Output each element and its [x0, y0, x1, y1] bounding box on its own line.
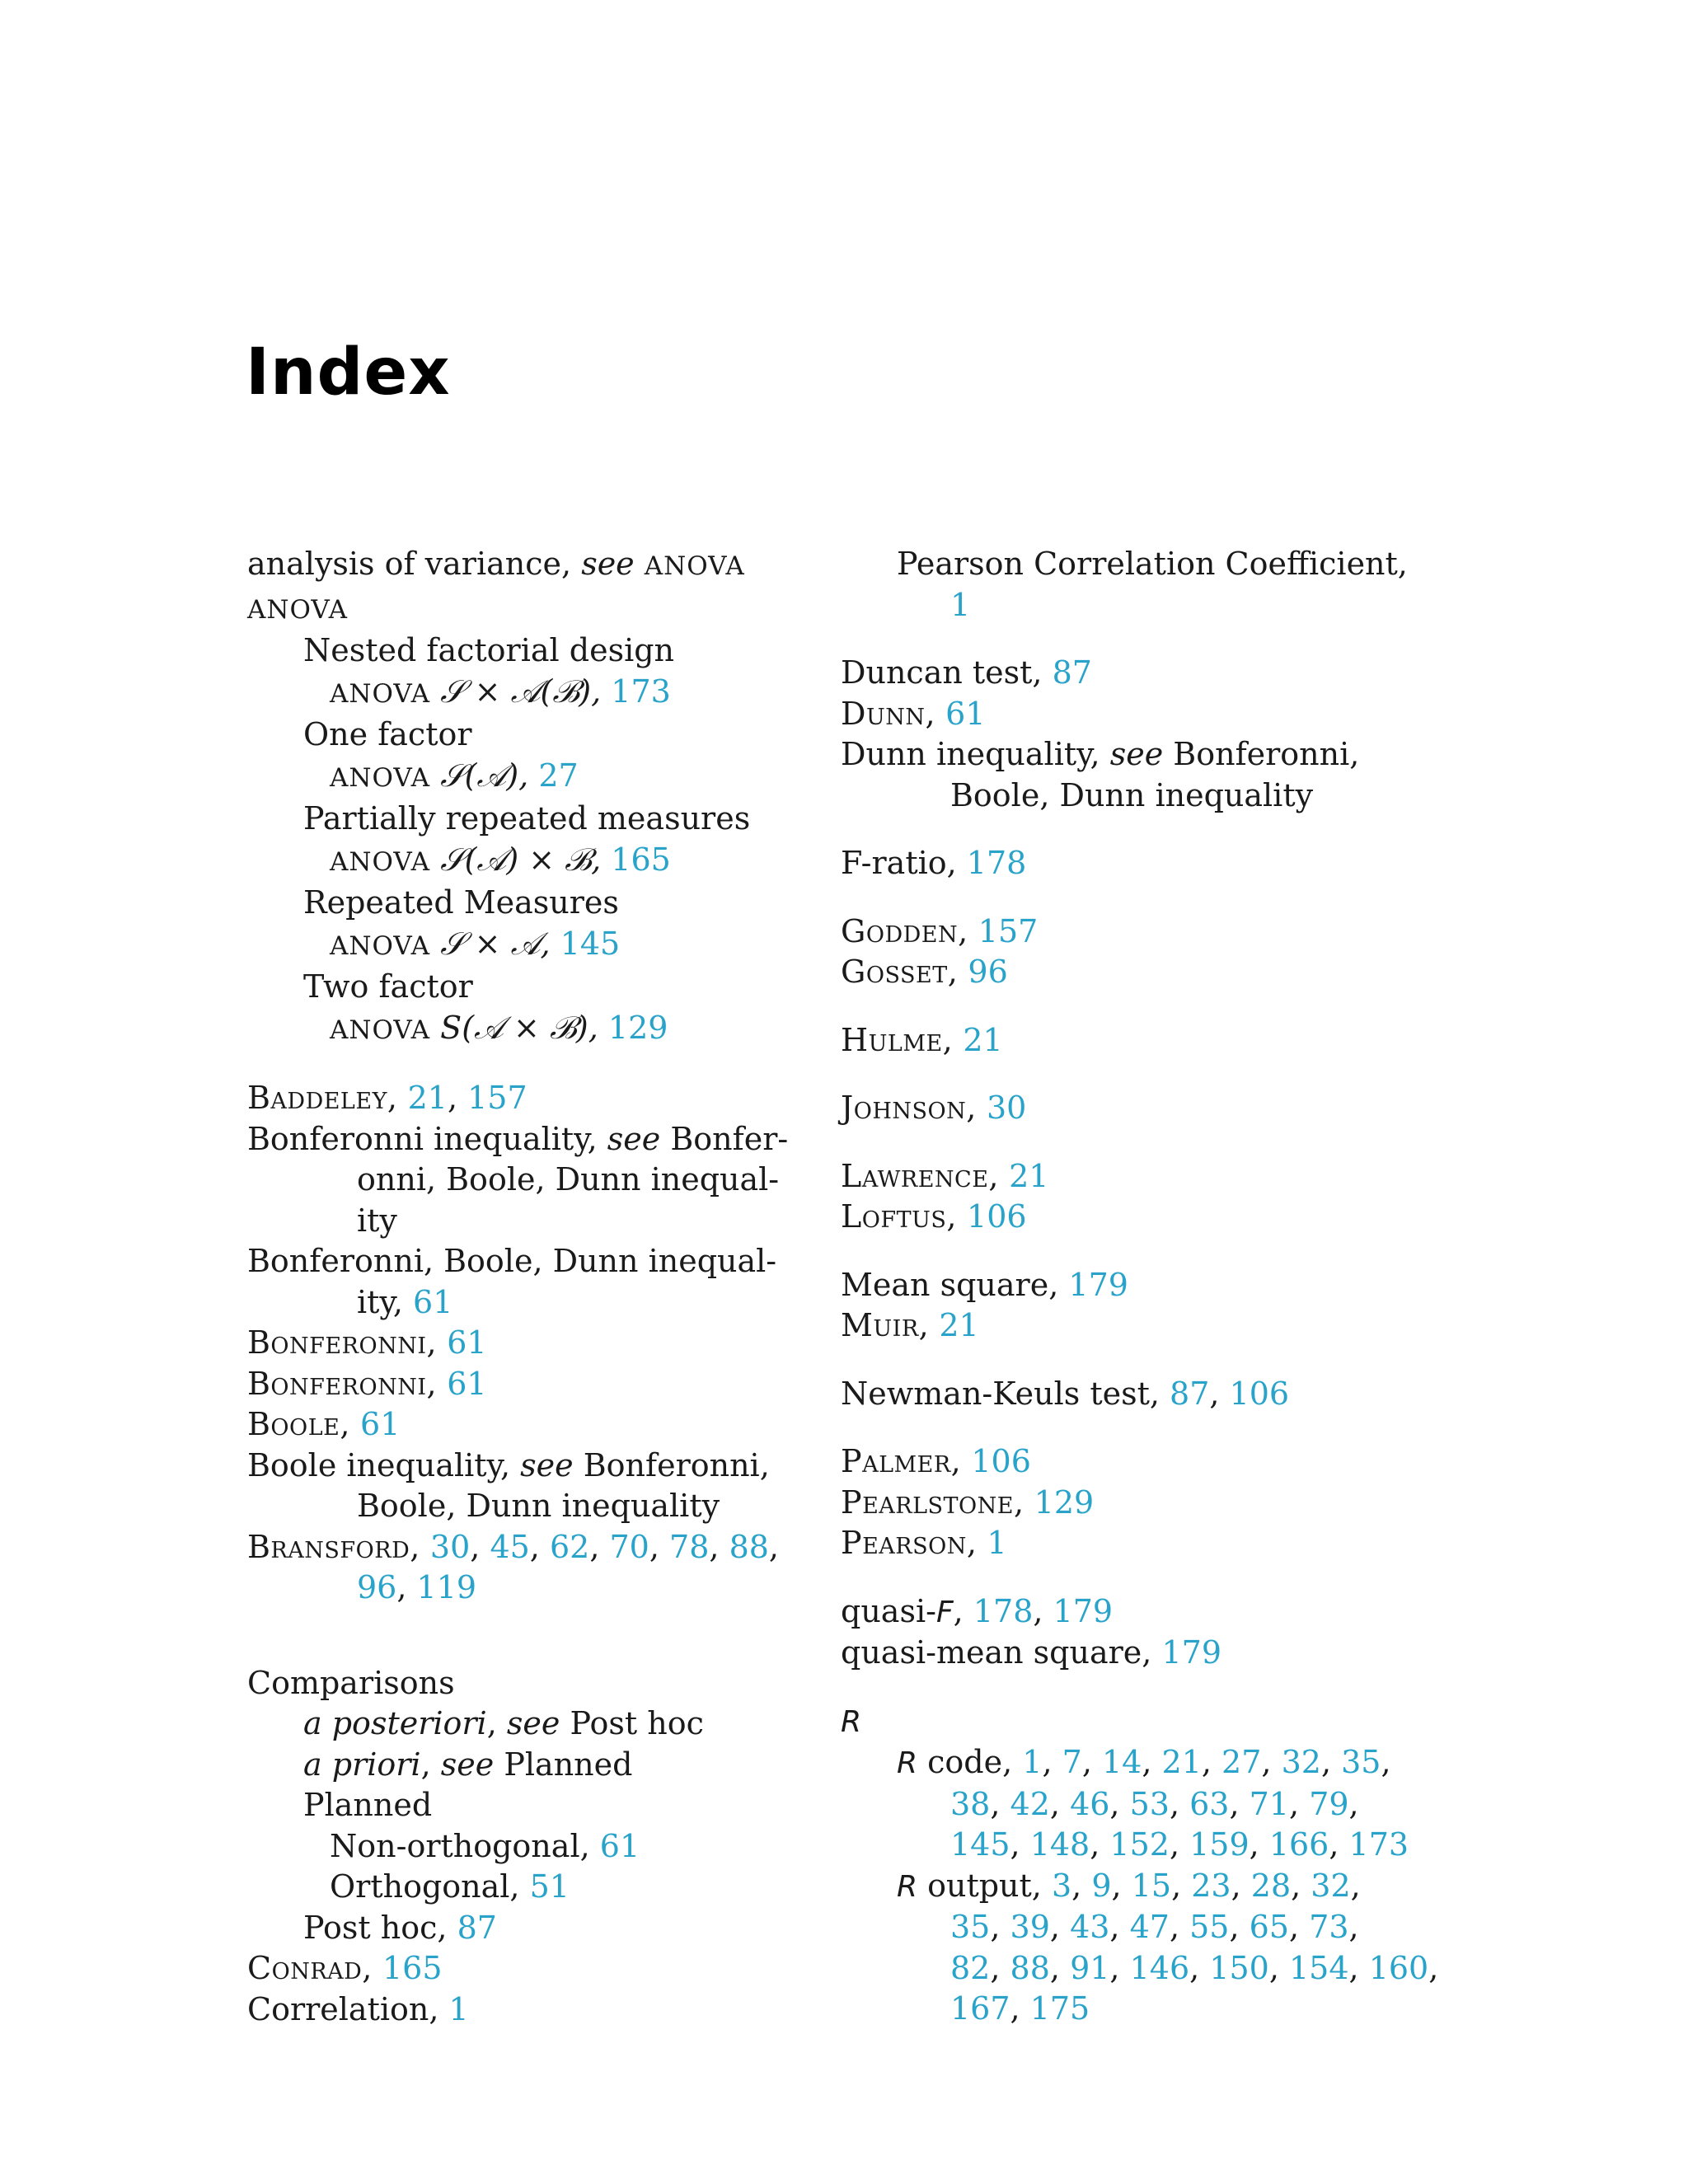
- page-link[interactable]: 14: [1101, 1744, 1142, 1780]
- page-link[interactable]: 38: [950, 1785, 991, 1822]
- page-link[interactable]: 78: [669, 1528, 710, 1565]
- page-link[interactable]: 150: [1209, 1949, 1269, 1986]
- entry-term: Correlation,: [247, 1990, 439, 2027]
- entry-r: [841, 1701, 1401, 1743]
- entry-quasi-mean-square: [841, 1633, 1401, 1674]
- entry-term: Bransford,: [247, 1528, 420, 1565]
- see-label: see: [520, 1446, 574, 1483]
- page-link[interactable]: 32: [1311, 1867, 1351, 1904]
- entry-term: Pearlstone,: [841, 1483, 1025, 1521]
- entry-pearson: [841, 1523, 1401, 1564]
- page-link[interactable]: 166: [1268, 1826, 1329, 1863]
- see-label: see: [1109, 736, 1164, 772]
- group-spacer: [247, 1636, 775, 1663]
- entry-term: Bonferonni,: [247, 1365, 438, 1402]
- formula: 𝑆(𝒜 × ℬ),: [440, 1009, 598, 1046]
- entry-term: ity,: [357, 1283, 403, 1320]
- subentry-two-factor-formula: [247, 1008, 775, 1052]
- page-link[interactable]: 61: [447, 1365, 487, 1402]
- entry-term: Non-orthogonal,: [330, 1827, 590, 1864]
- page-link[interactable]: 46: [1070, 1785, 1110, 1822]
- entry-term: code,: [927, 1744, 1013, 1780]
- group-spacer: [841, 1061, 1401, 1088]
- subentry-two-factor: Two factor: [303, 968, 473, 1005]
- page-link[interactable]: 1: [987, 1525, 1007, 1561]
- entry-loftus: [841, 1197, 1401, 1238]
- entry-term: F-ratio,: [841, 845, 957, 881]
- page-link[interactable]: 1: [448, 1990, 469, 2027]
- subentry-orthogonal: [247, 1867, 775, 1908]
- entry-term: output,: [927, 1867, 1042, 1904]
- subentry-repeated-measures: Repeated Measures: [303, 884, 619, 921]
- entry-continuation: 167, 175: [950, 1990, 1090, 2027]
- entry-term: Mean square,: [841, 1266, 1059, 1303]
- page-link[interactable]: 63: [1189, 1785, 1230, 1822]
- entry-continuation[interactable]: ity: [357, 1202, 397, 1239]
- entry-continuation: [841, 585, 1401, 626]
- group-spacer: [841, 884, 1401, 912]
- entry-term: Orthogonal,: [330, 1868, 520, 1905]
- entry-dunn: [841, 694, 1401, 735]
- anova-label: ANOVA: [330, 678, 431, 709]
- page-link[interactable]: 61: [599, 1827, 640, 1864]
- entry-analysis-of-variance: [247, 544, 775, 588]
- page-link[interactable]: 88: [1010, 1949, 1050, 1986]
- page-link[interactable]: 129: [607, 1009, 668, 1046]
- entry-term: Dunn inequality,: [841, 736, 1100, 772]
- entry-continuation[interactable]: Boole, Dunn inequality: [357, 1488, 720, 1524]
- entry-term: Boole inequality,: [247, 1446, 511, 1483]
- page-link[interactable]: 165: [382, 1950, 443, 1986]
- page-link[interactable]: 154: [1289, 1949, 1349, 1986]
- see-label: see: [581, 546, 635, 582]
- page-link[interactable]: 39: [1010, 1909, 1050, 1945]
- entry-boole-inequality: [247, 1446, 775, 1487]
- anova-label: ANOVA: [330, 1015, 431, 1045]
- page-link[interactable]: 87: [1170, 1375, 1210, 1412]
- entry-bonferonni-author-1: [247, 1323, 775, 1364]
- see-target[interactable]: ANOVA: [644, 551, 745, 581]
- subentry-planned: Planned: [303, 1787, 433, 1823]
- page-link[interactable]: 30: [429, 1528, 471, 1565]
- group-spacer: [841, 1238, 1401, 1265]
- entry-continuation: 38, 42, 46, 53, 63, 71, 79,: [950, 1785, 1359, 1822]
- see-target[interactable]: Bonfer-: [670, 1120, 789, 1157]
- page-link[interactable]: 148: [1029, 1826, 1090, 1863]
- entry-baddeley: Baddeley, 21, 157: [247, 1080, 528, 1116]
- entry-term: Hulme,: [841, 1021, 954, 1058]
- page-link[interactable]: 15: [1131, 1867, 1172, 1904]
- entry-godden: [841, 912, 1401, 953]
- entry-muir: [841, 1305, 1401, 1347]
- entry-term-symbol: F: [935, 1595, 954, 1629]
- page-title: Index: [246, 335, 451, 410]
- group-spacer: [841, 1129, 1401, 1156]
- page-link[interactable]: 42: [1010, 1785, 1050, 1822]
- page-link[interactable]: 167: [950, 1990, 1010, 2027]
- entry-continuation[interactable]: Boole, Dunn inequality: [950, 776, 1314, 813]
- page-link[interactable]: 145: [950, 1826, 1010, 1863]
- entry-term: Lawrence,: [841, 1157, 1000, 1194]
- page-link[interactable]: 30: [986, 1090, 1027, 1126]
- page-link[interactable]: 61: [447, 1324, 487, 1361]
- entry-hulme: [841, 1020, 1401, 1062]
- page-link[interactable]: 79: [1309, 1785, 1349, 1822]
- page-link[interactable]: 62: [549, 1528, 590, 1565]
- page-link[interactable]: 70: [609, 1528, 649, 1565]
- index-column-left: [247, 544, 789, 2030]
- subentry-nested: Nested factorial design: [303, 632, 675, 668]
- entry-comparisons: Comparisons: [247, 1664, 455, 1701]
- entry-continuation[interactable]: onni, Boole, Dunn inequal-: [357, 1161, 780, 1197]
- entry-continuation: 145, 148, 152, 159, 166, 173: [950, 1826, 1409, 1863]
- page-link[interactable]: 71: [1249, 1785, 1290, 1822]
- subentry-post-hoc: [247, 1908, 775, 1949]
- page-link[interactable]: 45: [490, 1528, 530, 1565]
- entry-dunn-inequality: [841, 734, 1401, 776]
- subentry-partially-repeated: Partially repeated measures: [303, 800, 751, 837]
- page-link[interactable]: 159: [1189, 1826, 1250, 1863]
- page-link[interactable]: 106: [971, 1443, 1031, 1479]
- entry-term-punct: ,: [953, 1592, 964, 1629]
- subentry-repeated-formula: [247, 924, 775, 968]
- see-target[interactable]: Planned: [504, 1746, 633, 1783]
- formula: 𝒮 × 𝒜,: [440, 925, 551, 962]
- anova-label: ANOVA: [330, 762, 431, 793]
- page-link[interactable]: 1: [1022, 1744, 1043, 1780]
- entry-term-symbol: R: [897, 1746, 918, 1780]
- page-link[interactable]: 53: [1129, 1785, 1170, 1822]
- entry-term: Bonferonni,: [247, 1324, 438, 1361]
- page-link[interactable]: 47: [1129, 1909, 1170, 1945]
- page-link[interactable]: 179: [1068, 1266, 1128, 1303]
- entry-conrad: [247, 1948, 775, 1990]
- group-spacer: [247, 1051, 775, 1078]
- page-link[interactable]: 51: [529, 1868, 570, 1905]
- entry-term: Johnson,: [841, 1090, 977, 1126]
- see-target[interactable]: Bonferonni,: [1173, 736, 1360, 772]
- page-link[interactable]: 87: [1052, 654, 1092, 691]
- group-spacer: [841, 1347, 1401, 1374]
- entry-term: Conrad,: [247, 1950, 373, 1986]
- entry-term: Godden,: [841, 912, 968, 949]
- entry-boole: [247, 1404, 775, 1446]
- page-link[interactable]: 106: [967, 1198, 1027, 1235]
- page-link[interactable]: 35: [1341, 1744, 1381, 1780]
- page-link[interactable]: 21: [1161, 1744, 1202, 1780]
- entry-f-ratio: [841, 843, 1401, 884]
- page-link[interactable]: 175: [1029, 1990, 1090, 2027]
- page-link[interactable]: 21: [939, 1307, 979, 1343]
- see-label: see: [440, 1746, 495, 1783]
- page-link[interactable]: 61: [360, 1406, 401, 1442]
- subentry-r-code: R code, 1, 7, 14, 21, 27, 32, 35,: [897, 1744, 1391, 1780]
- entry-continuation: [247, 1282, 775, 1324]
- entry-term: Boole,: [247, 1406, 350, 1442]
- page-link[interactable]: 21: [963, 1021, 1003, 1058]
- entry-term: Bonferonni inequality,: [247, 1120, 598, 1157]
- group-spacer: [841, 1564, 1401, 1591]
- page-link[interactable]: 165: [611, 841, 671, 878]
- entry-term: Gosset,: [841, 954, 959, 990]
- entry-term: Palmer,: [841, 1443, 962, 1479]
- see-target[interactable]: Bonferonni,: [583, 1446, 770, 1483]
- page-link[interactable]: 82: [950, 1949, 991, 1986]
- page-link[interactable]: 61: [945, 695, 986, 732]
- page-link[interactable]: 35: [950, 1909, 991, 1945]
- formula: 𝒮(𝒜) × ℬ,: [440, 841, 602, 878]
- entry-duncan-test: [841, 653, 1401, 694]
- page-link[interactable]: 61: [413, 1283, 453, 1320]
- subentry-partially-repeated-formula: [247, 840, 775, 883]
- entry-correlation: [247, 1990, 775, 2031]
- subentry-one-factor: One factor: [303, 716, 472, 752]
- entry-anova: [247, 588, 775, 631]
- page-link[interactable]: 179: [1161, 1634, 1221, 1671]
- entry-term: analysis of variance,: [247, 546, 572, 582]
- subentry-r-output: R output, 3, 9, 15, 23, 28, 32,: [897, 1867, 1361, 1904]
- entry-continuation: 35, 39, 43, 47, 55, 65, 73,: [950, 1909, 1359, 1945]
- page-link[interactable]: 88: [729, 1528, 769, 1565]
- entry-term: Pearson,: [841, 1525, 978, 1561]
- entry-mean-square: [841, 1265, 1401, 1306]
- page-link[interactable]: 43: [1070, 1909, 1110, 1945]
- entry-continuation: 96, 119: [357, 1569, 477, 1605]
- page-link[interactable]: 145: [560, 925, 621, 962]
- entry-johnson: [841, 1088, 1401, 1129]
- group-spacer: [841, 626, 1401, 653]
- entry-term: ANOVA: [247, 594, 349, 625]
- entry-newman-keuls: Newman-Keuls test, 87, 106: [841, 1375, 1290, 1412]
- page-link[interactable]: 157: [467, 1080, 528, 1116]
- see-target[interactable]: Post hoc: [570, 1705, 704, 1741]
- page-link[interactable]: 27: [538, 757, 579, 794]
- group-spacer: [841, 1674, 1401, 1701]
- page-link[interactable]: 21: [1009, 1157, 1049, 1194]
- anova-label: ANOVA: [330, 930, 431, 961]
- entry-term: Baddeley,: [247, 1080, 398, 1116]
- entry-term: Newman-Keuls test,: [841, 1375, 1160, 1412]
- page-link[interactable]: 157: [978, 912, 1039, 949]
- entry-term: Duncan test,: [841, 654, 1043, 691]
- see-label: see: [607, 1120, 661, 1157]
- page-link[interactable]: 32: [1281, 1744, 1321, 1780]
- entry-lawrence: [841, 1156, 1401, 1197]
- page-link[interactable]: 146: [1129, 1949, 1190, 1986]
- entry-bonferonni-inequality: [247, 1119, 789, 1160]
- formula: 𝒮(𝒜),: [440, 757, 529, 794]
- page-link[interactable]: 73: [1309, 1909, 1349, 1945]
- entry-gosset: [841, 952, 1401, 993]
- entry-term: Muir,: [841, 1307, 930, 1343]
- formula: 𝒮 × 𝒜(ℬ),: [440, 673, 602, 710]
- entry-term: a priori: [303, 1746, 421, 1783]
- subentry-a-posteriori: a posteriori, see Post hoc: [303, 1705, 704, 1741]
- page-link[interactable]: 55: [1189, 1909, 1230, 1945]
- entry-term: a posteriori: [303, 1705, 487, 1741]
- page-link[interactable]: 87: [457, 1909, 497, 1946]
- subentry-pearson-correlation-coefficient: Pearson Correlation Coefficient,: [897, 546, 1408, 582]
- page-link[interactable]: 65: [1249, 1909, 1290, 1945]
- group-spacer: [247, 1609, 775, 1636]
- group-spacer: [841, 1414, 1401, 1441]
- page-link[interactable]: 96: [968, 954, 1008, 990]
- entry-term: quasi-: [841, 1592, 936, 1629]
- entry-bonferonni-author-2: [247, 1364, 775, 1405]
- subentry-one-factor-formula: [247, 756, 775, 799]
- entry-term: Post hoc,: [303, 1909, 448, 1946]
- entry-continuation: 82, 88, 91, 146, 150, 154, 160,: [950, 1949, 1439, 1986]
- page-link[interactable]: 106: [1229, 1375, 1290, 1412]
- page-link[interactable]: 173: [611, 673, 671, 710]
- entry-quasi-f: quasi-F, 178, 179: [841, 1592, 1114, 1629]
- subentry-nested-formula: [247, 672, 775, 715]
- page-link[interactable]: 28: [1250, 1867, 1292, 1904]
- page-link[interactable]: 152: [1109, 1826, 1170, 1863]
- page-link[interactable]: 179: [1053, 1592, 1114, 1629]
- page-link[interactable]: 7: [1062, 1744, 1082, 1780]
- entry-palmer: [841, 1441, 1401, 1483]
- entry-term: Dunn,: [841, 695, 936, 732]
- subentry-non-orthogonal: [247, 1826, 775, 1868]
- subentry-a-priori: a priori, see Planned: [303, 1746, 633, 1783]
- page-link[interactable]: 1: [950, 586, 971, 623]
- page-link[interactable]: 129: [1034, 1483, 1095, 1521]
- index-column-right: [841, 544, 1439, 2030]
- group-spacer: [841, 816, 1401, 843]
- anova-label: ANOVA: [330, 846, 431, 877]
- page-link[interactable]: 119: [416, 1569, 477, 1605]
- entry-term-symbol: R: [897, 1869, 918, 1904]
- entry-term: quasi-mean square,: [841, 1634, 1152, 1671]
- page-link[interactable]: 21: [407, 1080, 448, 1116]
- page-link[interactable]: 173: [1348, 1826, 1409, 1863]
- entry-term: Loftus,: [841, 1198, 957, 1235]
- page-link[interactable]: 178: [973, 1592, 1034, 1629]
- see-label: see: [506, 1705, 560, 1741]
- page-link[interactable]: 96: [357, 1569, 397, 1605]
- page-link[interactable]: 91: [1070, 1949, 1110, 1986]
- page-link[interactable]: 27: [1221, 1744, 1262, 1780]
- entry-bonferonni-boole-dunn: Bonferonni, Boole, Dunn inequal-: [247, 1243, 777, 1279]
- page-link[interactable]: 9: [1091, 1867, 1112, 1904]
- entry-term: R: [841, 1704, 862, 1739]
- page-link[interactable]: 23: [1191, 1867, 1231, 1904]
- page-link[interactable]: 178: [966, 845, 1027, 881]
- page-link[interactable]: 3: [1051, 1867, 1072, 1904]
- group-spacer: [841, 993, 1401, 1020]
- entry-bransford: Bransford, 30, 45, 62, 70, 78, 88,: [247, 1528, 780, 1565]
- entry-pearlstone: [841, 1483, 1401, 1524]
- page-link[interactable]: 160: [1368, 1949, 1429, 1986]
